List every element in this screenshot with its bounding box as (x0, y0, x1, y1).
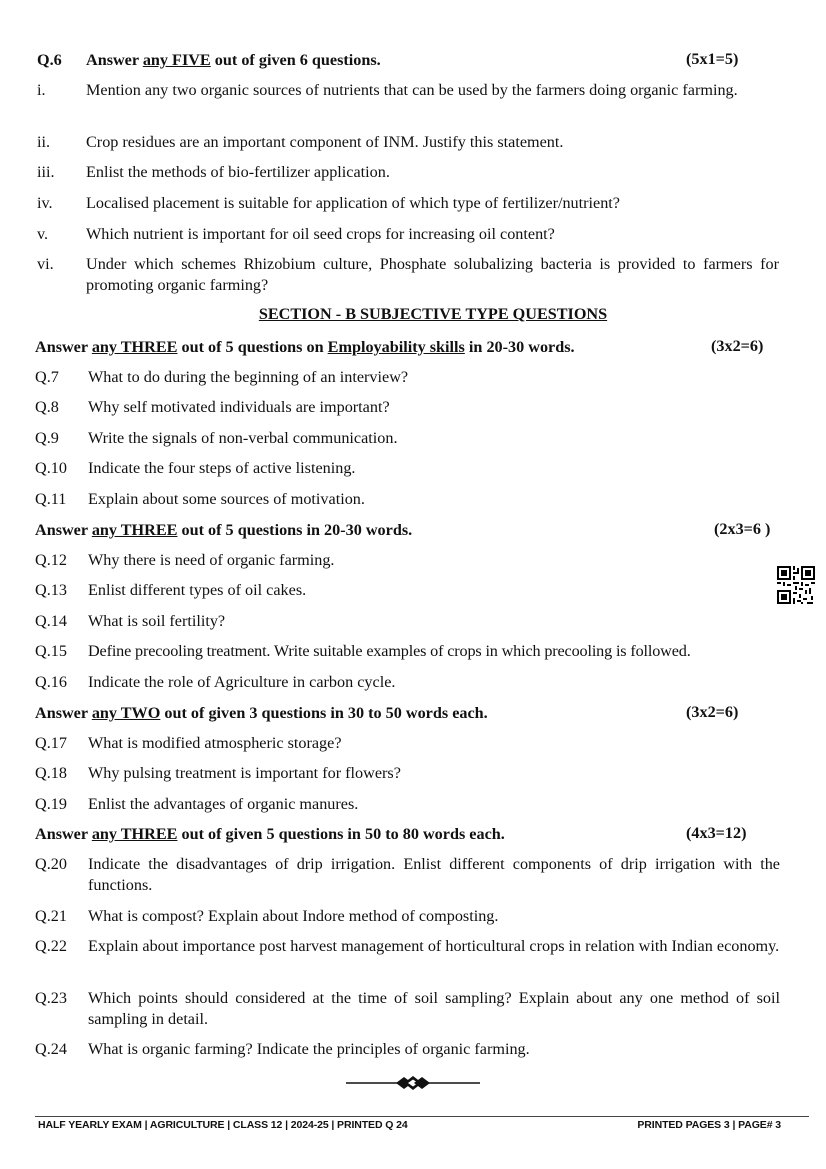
footer-left: HALF YEARLY EXAM | AGRICULTURE | CLASS 12 | 2024-25 | PRINTED Q 24 (38, 1119, 408, 1131)
group2-marks: (2x3=6 ) (714, 520, 771, 538)
exam-page: Q.6 Answer any FIVE out of given 6 questions. (5x1=5) i. Mention any two organic sources of nutrients that can be used by the farmers doing organic farming. ii. Crop residues are an important component of INM. Justify this statement. iii. Enlist the methods of bio-fertilizer application. iv. Localised placement is suitable for application of which type of fertilizer/nutrient? v. Which nutrient is important for oil seed crops for increasing oil content? vi. Under which schemes Rhizobium culture, Phosphate solubalizing bacteria is provided to farmers for promoting organic farming? SECTION - B SUBJECTIVE TYPE QUESTIONS Answer any THREE out of 5 questions on Employability skills in 20-30 words. (3x2=6) Q.7 What to do during the beginning of an interview? Q.8 Why self motivated individuals are important? Q.9 Write the signals of non-verbal communication. Q.10 Indicate the four steps of active listening. Q.11 Explain about some sources of motivation. Answer any THREE out of 5 questions in 20-30 words. (2x3=6 ) Q.12 Why there is need of organic farming. Q.13 Enlist different types of oil cakes. Q.14 What is soil fertility? Q.15 Define precooling treatment. Write suitable examples of crops in which precooling is followed. Q.16 Indicate the role of Agriculture in carbon cycle. Answer any TWO out of given 3 questions in 30 to 50 words each. (3x2=6) Q.17 What is modified atmospheric storage? Q.18 Why pulsing treatment is important for flowers? Q.19 Enlist the advantages of organic manures. Answer any THREE out of given 5 questions in 50 to 80 words each. (4x3=12) Q.20 Indicate the disadvantages of drip irrigation. Enlist different components of drip irrigation with the functions. Q.21 What is compost? Explain about Indore method of composting. Q.22 Explain about importance post harvest management of horticultural crops in relation with Indian economy. Q.23 Which points should considered at the time of soil sampling? Explain about any one method of soil sampling in detail. Q.24 What is organic farming? Indicate the principles of organic farming. HALF YEARLY EXAM | AGRICULTURE | CLASS 12 | 2024-25 | PRINTED Q 24 PRINTED PAGES 3 | PAGE# 3 (0, 0, 826, 1169)
q6-instruction: Answer any FIVE out of given 6 questions. (86, 51, 381, 69)
group4-instruction: Answer any THREE out of given 5 questions in 50 to 80 words each. (35, 825, 505, 843)
footer-divider (35, 1116, 809, 1117)
q6-number: Q.6 (37, 51, 62, 69)
footer-right: PRINTED PAGES 3 | PAGE# 3 (637, 1119, 781, 1131)
group1-marks: (3x2=6) (711, 337, 764, 355)
section-b-title: SECTION - B SUBJECTIVE TYPE QUESTIONS (258, 305, 608, 323)
group3-marks: (3x2=6) (686, 703, 739, 721)
q6-marks: (5x1=5) (686, 50, 739, 68)
end-ornament-icon (346, 1074, 480, 1092)
group4-marks: (4x3=12) (686, 824, 747, 842)
group3-instruction: Answer any TWO out of given 3 questions in 30 to 50 words each. (35, 704, 488, 722)
group1-instruction: Answer any THREE out of 5 questions on Employability skills in 20-30 words. (35, 338, 575, 356)
qr-code-icon (777, 566, 815, 604)
group2-instruction: Answer any THREE out of 5 questions in 20-30 words. (35, 521, 413, 539)
